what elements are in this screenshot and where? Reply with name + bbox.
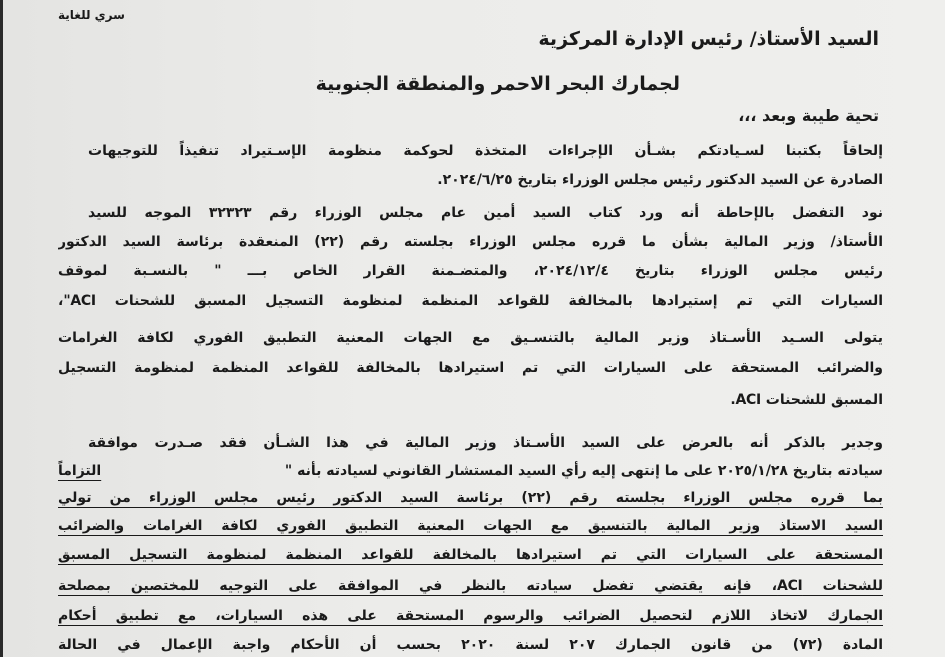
text-line: إلحاقاً بكتبنا لسـيادتكم بشـأن الإجراءات المتخذة لحوكمة منظومة الإسـتيراد تنفيذاً للتوجيهات xyxy=(88,143,883,159)
text-line: المسبق للشحنات ACI. xyxy=(730,392,883,408)
text-line: السيارات التي تم إستيرادها بالمخالفة للقواعد المنظمة لمنظومة التسجيل المسبق للشحنات ACI"، xyxy=(58,293,883,309)
text-line: الأستاذ/ وزير المالية بشأن ما قرره مجلس الوزراء بجلسته رقم (٢٢) المنعقدة برئاسة السيد الدكتور xyxy=(58,234,883,250)
classification-label: سري للغاية xyxy=(58,8,125,22)
greeting: تحية طيبة وبعد ،،، xyxy=(738,106,879,125)
underlined-line: الجمارك لاتخاذ اللازم لتحصيل الضرائب والرسوم المستحقة على هذه السيارات، مع تطبيق أحكام xyxy=(58,608,883,624)
text-line: وجدير بالذكر أنه بالعرض على السيد الأسـتاذ وزير المالية في هذا الشـأن فقد صـدرت موافقة xyxy=(88,435,883,451)
underlined-line: المستحقة على السيارات التي تم استيرادها بالمخالفة للقواعد المنظمة لمنظومة التسجيل المسبق xyxy=(58,547,883,563)
text-line xyxy=(58,459,883,483)
text-line: والضرائب المستحقة على السيارات التي تم استيرادها بالمخالفة للقواعد المنظمة لمنظومة التسجيل xyxy=(58,360,883,376)
text-line: نود التفضل بالإحاطة أنه ورد كتاب السيد أمين عام مجلس الوزراء رقم ٣٢٣٢٣ الموجه للسيد xyxy=(88,205,883,221)
underlined-line: للشحنات ACI، فإنه يقتضي تفضل سيادته بالنظر في الموافقة على التوجيه للمختصين بمصلحة xyxy=(58,578,883,594)
text-line-partial: المادة (٧٢) من قانون الجمارك ٢٠٧ لسنة ٢٠٢٠ بحسب أن الأحكام واجبة الإعمال في الحالة xyxy=(58,637,883,653)
text-line: رئيس مجلس الوزراء بتاريخ ٢٠٢٤/١٢/٤، والمتضـمنة القرار الخاص بـــ " بالنسـبة لموقف xyxy=(58,263,883,279)
addressee-subtitle: لجمارك البحر الاحمر والمنطقة الجنوبية xyxy=(315,73,680,95)
text-line: الصادرة عن السيد الدكتور رئيس مجلس الوزراء بتاريخ ٢٠٢٤/٦/٢٥. xyxy=(437,172,883,188)
text-segment: سيادته بتاريخ ٢٠٢٥/١/٢٨ على ما إنتهى إليه رأي السيد المستشار القانوني لسيادته بأنه " xyxy=(284,463,883,479)
underlined-line: بما قرره مجلس الوزراء بجلسته رقم (٢٢) برئاسة السيد الدكتور رئيس مجلس الوزراء من تولي xyxy=(58,490,883,506)
underlined-text: التزاماً xyxy=(58,463,102,479)
text-line: يتولى السـيد الأسـتاذ وزير المالية بالتنسـيق مع الجهات المعنية التطبيق الفوري لكافة الغرامات xyxy=(58,330,883,346)
underlined-line: السيد الاستاذ وزير المالية بالتنسيق مع الجهات المعنية التطبيق الفوري لكافة الغرامات والضرائب xyxy=(58,518,883,534)
addressee-title: السيد الأستاذ/ رئيس الإدارة المركزية xyxy=(538,28,879,50)
